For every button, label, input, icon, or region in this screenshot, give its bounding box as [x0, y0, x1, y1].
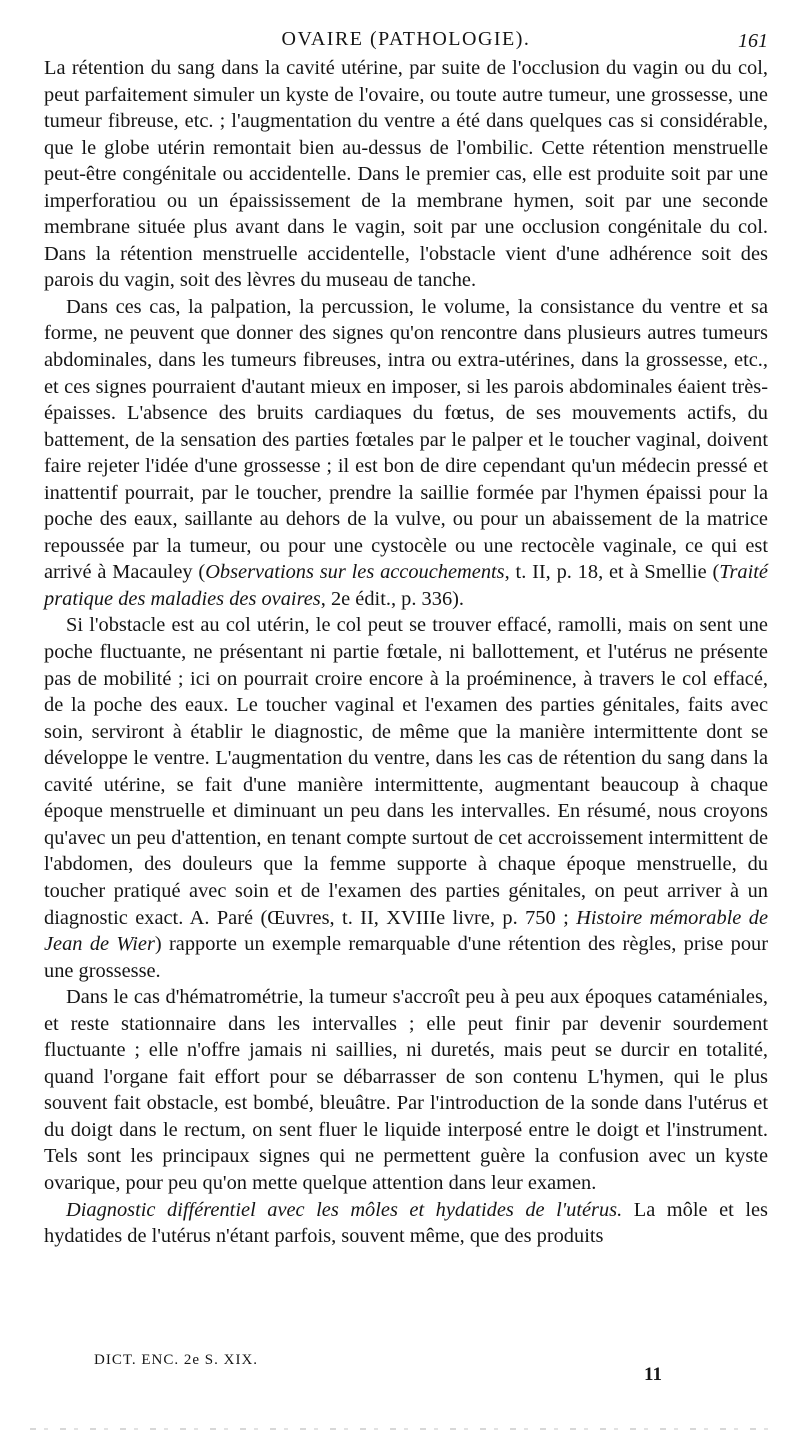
paragraph [44, 55, 768, 294]
text-run: Dans le cas d'hématrométrie, la tumeur s'accroît peu à peu aux époques cataméniales, et reste stationnaire dans les intervalles ; elle peut finir par devenir sourdement fluctuante ; elle n'offre jamais ni saillies, ni duretés, mais peut se durcir en totalité, quand l'organe fait effort pour se débarrasser de son contenu L'hymen, qui le plus souvent fait obstacle, est bombé, bleuâtre. Par l'introduction de la sonde dans l'utérus et du doigt dans le rectum, on sent fluer le liquide interposé entre le doigt et l'instrument. Tels sont les principaux signes qui ne permettent guère la confusion avec un kyste ovarique, pour peu qu'on mette quelque attention dans leur examen. [44, 986, 768, 1194]
scan-artifact [30, 1428, 770, 1430]
italic-run: Diagnostic différentiel avec les môles et hydatides de l'utérus. [66, 1198, 623, 1221]
text-run: La môle et les hydatides de l'utérus n'étant parfois, souvent même, que des produits [44, 1198, 768, 1248]
paragraph [44, 612, 768, 984]
italic-run: Histoire mémorable de Jean de Wier [44, 906, 769, 956]
text-run: ) rapporte un exemple remarquable d'une rétention des règles, prise pour une grossesse. [44, 933, 768, 982]
text-run: , 2e édit., p. 336). [320, 587, 465, 610]
running-title: OVAIRE (PATHOLOGIE). [281, 28, 531, 50]
paragraph [44, 294, 768, 613]
text-run: Si l'obstacle est au col utérin, le col peut se trouver effacé, ramolli, mais on sent une poche fluctuante, ne présentant ni partie fœtale, ni ballottement, et l'utérus ne présente pas de mobilité ; ici on pourrait croire encore à la proéminence, à travers le col effacé, de la poche des eaux. Le toucher vaginal et l'examen des parties génitales, faits avec soin, serviront à établir le diagnostic, de même que la manière intermittente dont se développe le ventre. L'augmentation du ventre, dans les cas de rétention du sang dans la cavité utérine, se fait d'une manière intermittente, augmentant beaucoup à chaque époque menstruelle et diminuant un peu dans les intervalles. En résumé, nous croyons qu'avec un peu d'attention, en tenant compte surtout de cet accroissement intermittent de l'abdomen, des douleurs que la femme supporte à chaque époque menstruelle, du toucher pratiqué avec soin et de l'examen des parties génitales, on peut arriver à un diagnostic exact. A. Paré (Œuvres, t. II, XVIIIe livre, p. 750 ; [44, 614, 768, 929]
sheet-number: 11 [644, 1364, 662, 1385]
italic-run: Observations sur les accouchements [205, 561, 505, 584]
printer-signature: DICT. ENC. 2e S. XIX. [94, 1352, 259, 1368]
page-number: 161 [738, 30, 768, 52]
page-footer [44, 1352, 768, 1392]
paragraph [44, 1197, 768, 1250]
running-head [44, 28, 768, 58]
body-text [44, 55, 768, 1250]
text-run: , t. II, p. 18, et à Smellie ( [504, 561, 720, 584]
text-run: Dans ces cas, la palpation, la percussion, le volume, la consistance du ventre et sa forme, ne peuvent que donner des signes qu'on rencontre dans plusieurs autres tumeurs abdominales, dans les tumeurs fibreuses, intra ou extra-utérines, dans la grossesse, etc., et ces signes pourraient d'autant mieux en imposer, si les parois abdominales éaient très-épaisses. L'absence des bruits cardiaques du fœtus, de ses mouvements actifs, du battement, de la sensation des parties fœtales par le palper et le toucher vaginal, doivent faire rejeter l'idée d'une grossesse ; il est bon de dire cependant qu'un médecin pressé et inattentif pourrait, par le toucher, prendre la saillie formée par l'hymen épaissi pour la poche des eaux, saillante au dehors de la vulve, ou pour un abaissement de la matrice repoussée par la tumeur, ou pour une cystocèle ou une rectocèle vaginale, ce qui est arrivé à Macauley ( [44, 295, 768, 584]
paragraph [44, 984, 768, 1196]
italic-run: Traité pratique des maladies des ovaires [44, 561, 768, 610]
text-run: La rétention du sang dans la cavité utérine, par suite de l'occlusion du vagin ou du col, peut parfaitement simuler un kyste de l'ovaire, ou toute autre tumeur, une grossesse, une tumeur fibreuse, etc. ; l'augmentation du ventre a été dans quelques cas si considérable, que le globe utérin remontait bien au-dessus de l'ombilic. Cette rétention menstruelle peut-être congénitale ou accidentelle. Dans le premier cas, elle est produite soit par une imperforatiou ou un épaississement de la membrane hymen, soit par une seconde membrane située plus avant dans le vagin, soit par une occlusion congénitale du col. Dans la rétention menstruelle accidentelle, l'obstacle vient d'une adhérence soit des parois du vagin, soit des lèvres du museau de tanche. [44, 57, 768, 292]
